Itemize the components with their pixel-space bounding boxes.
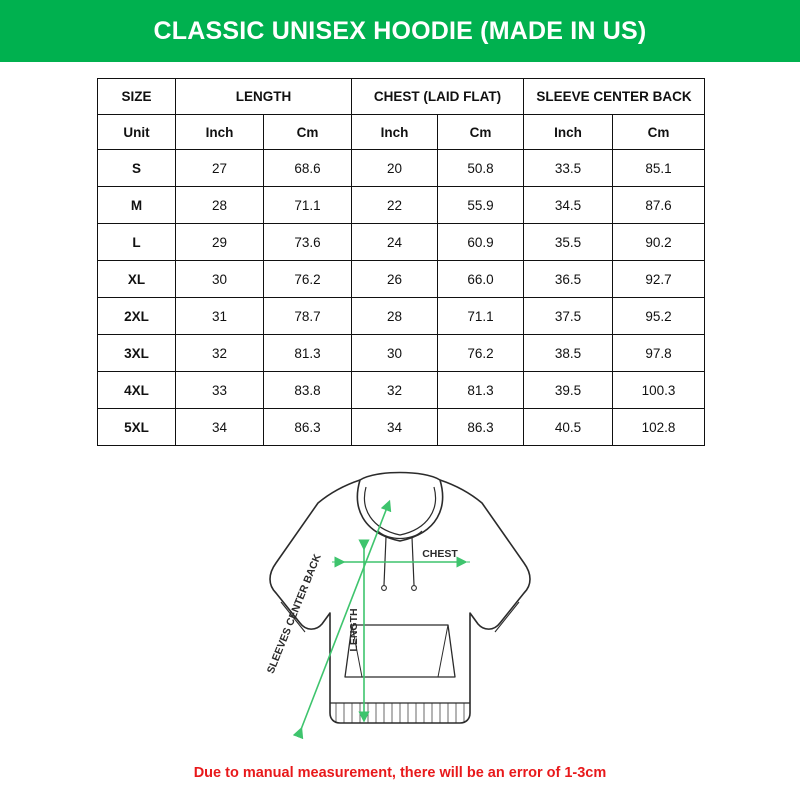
table-row <box>98 150 705 187</box>
cell-chest-cm: 86.3 <box>438 409 524 446</box>
cell-sleeve-cm: 102.8 <box>613 409 705 446</box>
hoodie-diagram <box>0 445 800 750</box>
cell-sleeve-inch: 36.5 <box>524 261 613 298</box>
cell-size: S <box>98 150 176 187</box>
cell-size: M <box>98 187 176 224</box>
cell-length-inch: 28 <box>176 187 264 224</box>
cell-sleeve-cm: 95.2 <box>613 298 705 335</box>
unit-length-cm: Cm <box>264 115 352 150</box>
column-header-sleeve: SLEEVE CENTER BACK <box>524 79 705 115</box>
label-chest: CHEST <box>422 548 458 560</box>
measurement-disclaimer: Due to manual measurement, there will be an error of 1-3cm <box>193 765 607 781</box>
unit-sleeve-cm: Cm <box>613 115 705 150</box>
cell-chest-inch: 24 <box>352 224 438 261</box>
cell-chest-inch: 34 <box>352 409 438 446</box>
cell-sleeve-inch: 35.5 <box>524 224 613 261</box>
label-sleeves-center-back: SLEEVES CENTER BACK <box>264 552 324 676</box>
table-group-header-row <box>98 79 705 115</box>
cell-sleeve-inch: 39.5 <box>524 372 613 409</box>
cell-length-inch: 34 <box>176 409 264 446</box>
cell-length-inch: 27 <box>176 150 264 187</box>
label-length: LENGTH <box>348 608 360 652</box>
table-row <box>98 409 705 446</box>
cell-length-cm: 78.7 <box>264 298 352 335</box>
cell-sleeve-cm: 87.6 <box>613 187 705 224</box>
column-header-length: LENGTH <box>176 79 352 115</box>
cell-chest-inch: 22 <box>352 187 438 224</box>
table-row <box>98 261 705 298</box>
cell-sleeve-inch: 40.5 <box>524 409 613 446</box>
cell-length-cm: 81.3 <box>264 335 352 372</box>
cell-length-cm: 86.3 <box>264 409 352 446</box>
cell-length-inch: 29 <box>176 224 264 261</box>
unit-label: Unit <box>98 115 176 150</box>
cell-chest-inch: 20 <box>352 150 438 187</box>
cell-chest-inch: 26 <box>352 261 438 298</box>
table-row <box>98 372 705 409</box>
table-unit-row <box>98 115 705 150</box>
cell-chest-cm: 71.1 <box>438 298 524 335</box>
cell-length-cm: 83.8 <box>264 372 352 409</box>
unit-sleeve-inch: Inch <box>524 115 613 150</box>
size-chart-table <box>97 78 704 446</box>
cell-chest-cm: 55.9 <box>438 187 524 224</box>
unit-chest-cm: Cm <box>438 115 524 150</box>
cell-size: XL <box>98 261 176 298</box>
cell-sleeve-cm: 85.1 <box>613 150 705 187</box>
cell-sleeve-cm: 97.8 <box>613 335 705 372</box>
unit-chest-inch: Inch <box>352 115 438 150</box>
cell-chest-cm: 76.2 <box>438 335 524 372</box>
cell-sleeve-cm: 90.2 <box>613 224 705 261</box>
cell-chest-cm: 81.3 <box>438 372 524 409</box>
table-row <box>98 335 705 372</box>
cell-chest-inch: 28 <box>352 298 438 335</box>
cell-length-inch: 30 <box>176 261 264 298</box>
cell-size: 2XL <box>98 298 176 335</box>
cell-length-inch: 31 <box>176 298 264 335</box>
cell-chest-cm: 60.9 <box>438 224 524 261</box>
cell-sleeve-inch: 37.5 <box>524 298 613 335</box>
table-row <box>98 224 705 261</box>
cell-length-cm: 76.2 <box>264 261 352 298</box>
column-header-size: SIZE <box>98 79 176 115</box>
cell-chest-cm: 66.0 <box>438 261 524 298</box>
cell-length-cm: 73.6 <box>264 224 352 261</box>
cell-size: 5XL <box>98 409 176 446</box>
header-banner <box>0 0 800 62</box>
cell-sleeve-cm: 100.3 <box>613 372 705 409</box>
column-header-chest: CHEST (LAID FLAT) <box>352 79 524 115</box>
table-row <box>98 298 705 335</box>
cell-length-cm: 68.6 <box>264 150 352 187</box>
hoodie-outline <box>270 473 530 724</box>
cell-size: 3XL <box>98 335 176 372</box>
cell-sleeve-inch: 38.5 <box>524 335 613 372</box>
cell-chest-inch: 30 <box>352 335 438 372</box>
unit-length-inch: Inch <box>176 115 264 150</box>
cell-length-inch: 32 <box>176 335 264 372</box>
cell-length-cm: 71.1 <box>264 187 352 224</box>
table-row <box>98 187 705 224</box>
cell-chest-inch: 32 <box>352 372 438 409</box>
cell-sleeve-cm: 92.7 <box>613 261 705 298</box>
page-title: CLASSIC UNISEX HOODIE (MADE IN US) <box>153 16 647 45</box>
cell-size: 4XL <box>98 372 176 409</box>
cell-size: L <box>98 224 176 261</box>
cell-length-inch: 33 <box>176 372 264 409</box>
cell-sleeve-inch: 34.5 <box>524 187 613 224</box>
cell-chest-cm: 50.8 <box>438 150 524 187</box>
cell-sleeve-inch: 33.5 <box>524 150 613 187</box>
